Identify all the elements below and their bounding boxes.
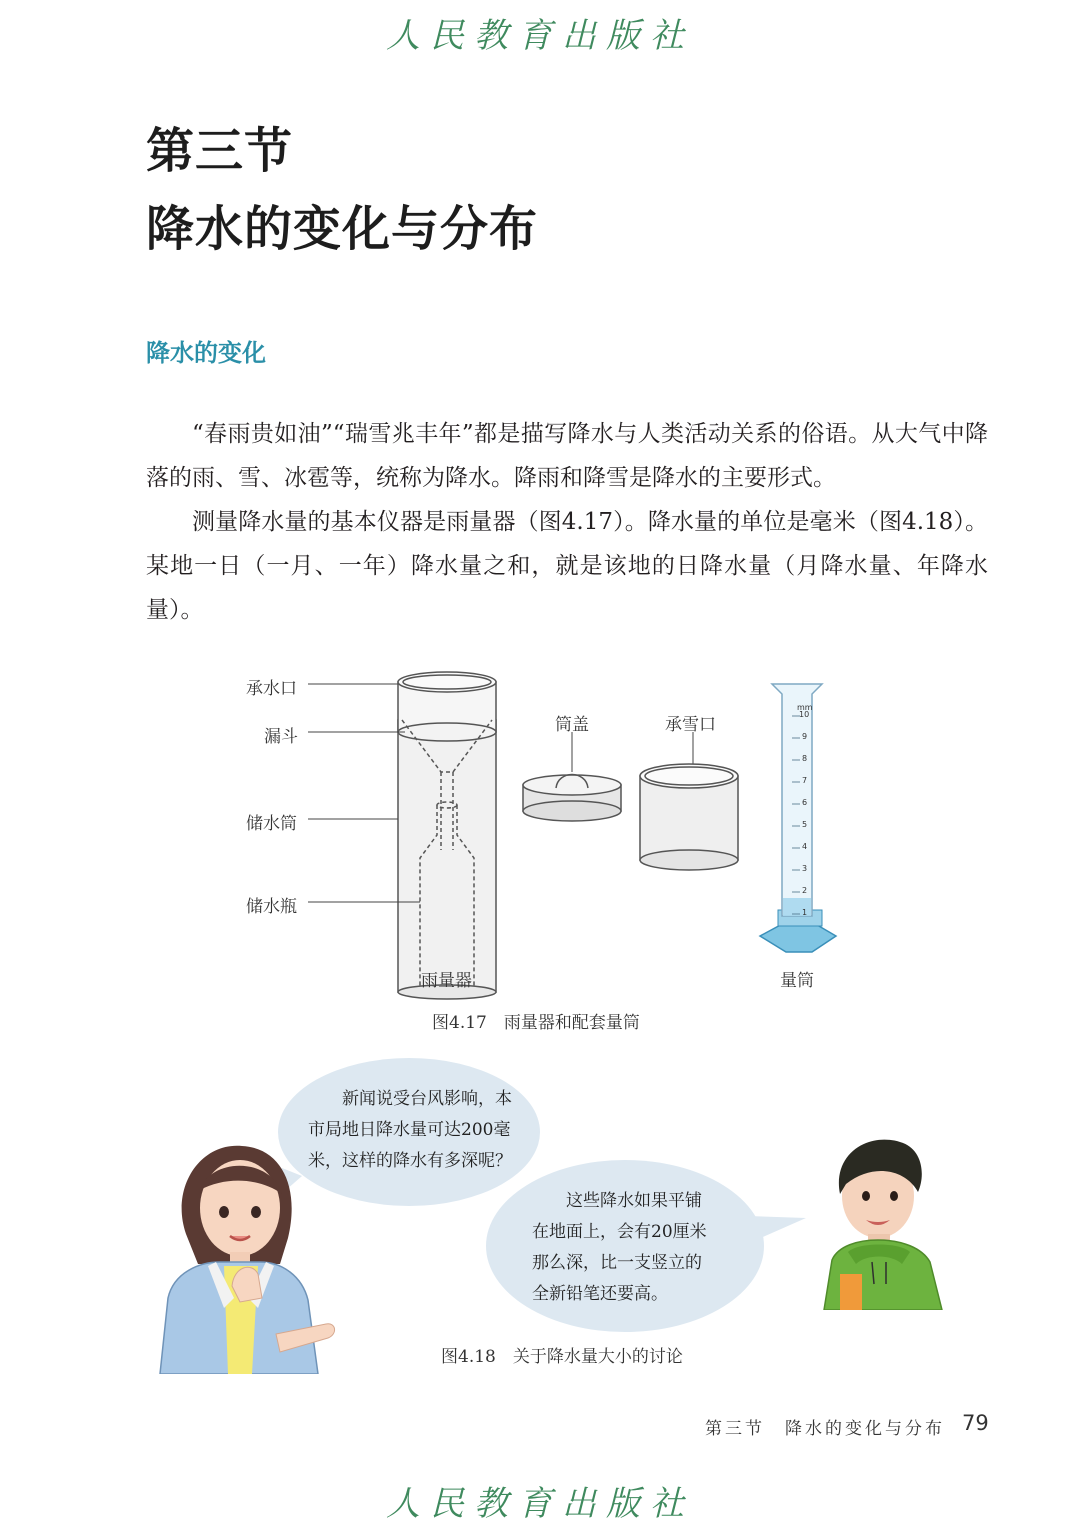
label-rain-gauge: 雨量器 (421, 971, 472, 991)
measuring-cylinder-drawing (760, 684, 836, 952)
paragraph-2: 测量降水量的基本仪器是雨量器（图4.17）。降水量的单位是毫米（图4.18）。某地一日（一月、一年）降水量之和，就是该地的日降水量（月降水量、年降水量）。 (146, 509, 988, 623)
bubble-left-line-2: 市局地日降水量可达200毫 (308, 1120, 511, 1140)
page-number: 79 (962, 1411, 989, 1435)
cylinder-scale-number: 2 (802, 886, 808, 895)
bubble-left-line-1: 新闻说受台风影响，本 (342, 1089, 512, 1109)
speech-bubble-right (486, 1160, 764, 1332)
girl-illustration (150, 1138, 340, 1374)
cylinder-scale-number: 10 (799, 710, 810, 719)
cylinder-scale-number: 5 (802, 820, 808, 829)
section-heading: 降水的变化 (146, 339, 266, 367)
paragraph-1: “春雨贵如油”“瑞雪兆丰年”都是描写降水与人类活动关系的俗语。从大气中降落的雨、雪、冰雹等，统称为降水。降雨和降雪是降水的主要形式。 (146, 421, 988, 491)
figure-4-18-caption: 图4.18 关于降水量大小的讨论 (441, 1347, 683, 1367)
leader-lines (308, 684, 693, 902)
cylinder-scale-number: 9 (802, 732, 808, 741)
chapter-title: 降水的变化与分布 (146, 201, 539, 257)
label-snow-inlet: 承雪口 (665, 715, 716, 735)
footer-section-title: 第三节 降水的变化与分布 (705, 1419, 945, 1439)
label-funnel: 漏斗 (264, 727, 298, 747)
bubble-right-tail (748, 1210, 808, 1250)
label-storage-tube: 储水筒 (246, 814, 297, 834)
cylinder-scale-number: 8 (802, 754, 808, 763)
snow-collector-drawing (640, 764, 738, 870)
cylinder-scale-number: 3 (802, 864, 808, 873)
label-storage-bottle: 储水瓶 (246, 897, 297, 917)
rain-gauge-drawing (398, 672, 496, 999)
figure-4-17-caption: 图4.17 雨量器和配套量筒 (432, 1013, 640, 1033)
publisher-header: 人民教育出版社 (386, 16, 694, 56)
cylinder-scale-number: 7 (802, 776, 808, 785)
label-unit: mm (797, 703, 813, 712)
cylinder-scale-number: 6 (802, 798, 808, 807)
cylinder-scale-number: 1 (802, 908, 808, 917)
label-lid: 筒盖 (555, 715, 589, 735)
cylinder-scale-number: 4 (802, 842, 808, 851)
boy-illustration (818, 1134, 948, 1310)
bubble-right-line-4: 全新铅笔还要高。 (532, 1284, 668, 1304)
bubble-right-line-2: 在地面上，会有20厘米 (532, 1222, 707, 1242)
chapter-number: 第三节 (146, 123, 294, 179)
bubble-left-line-3: 米，这样的降水有多深呢？ (308, 1151, 512, 1171)
label-inlet: 承水口 (246, 679, 297, 699)
publisher-footer: 人民教育出版社 (386, 1484, 694, 1524)
figure-4-17-illustration (230, 660, 870, 1000)
bubble-right-line-1: 这些降水如果平铺 (566, 1191, 702, 1211)
label-cylinder: 量筒 (780, 971, 814, 991)
lid-drawing (523, 775, 621, 822)
bubble-right-line-3: 那么深，比一支竖立的 (532, 1253, 702, 1273)
